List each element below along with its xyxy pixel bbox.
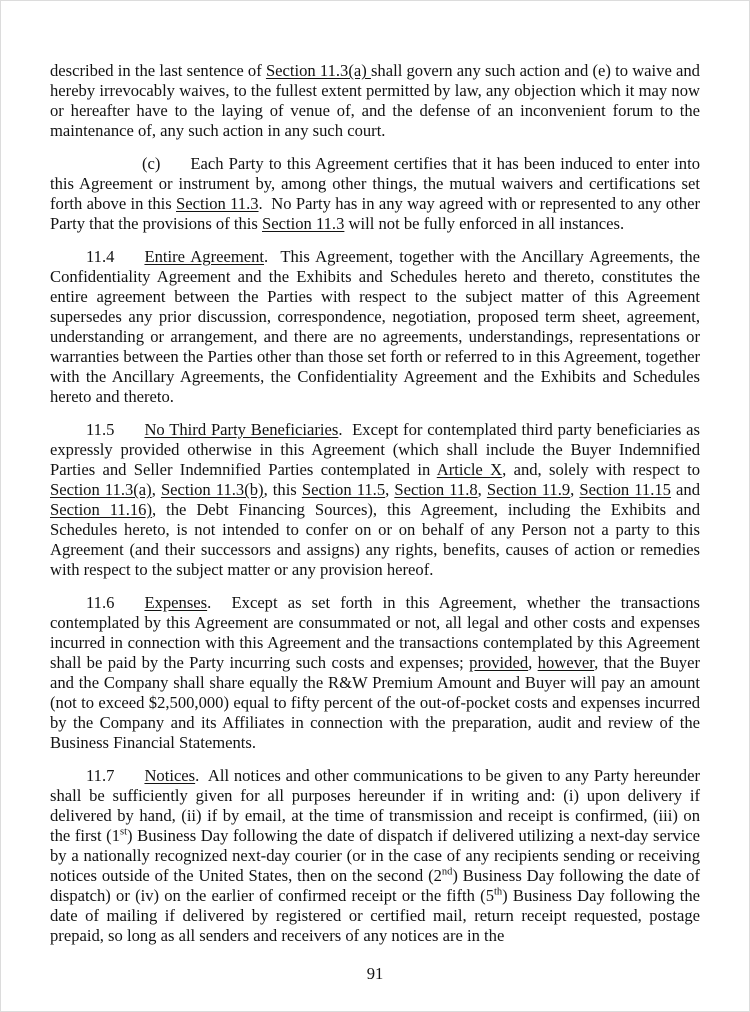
underlined-reference: Section 11.5	[301, 480, 386, 499]
underlined-reference: Notices	[144, 766, 196, 785]
text-run: . Except as set forth in this Agreement, whether the transactions contemplated by this Agreement are consummated or not, all legal and other costs and expenses incurred in connection with this Agreement and the transactions contemplated by this Agreement shall be paid by the Party incurring such costs and expenses;	[50, 593, 700, 672]
underlined-reference: No Third Party Beneficiaries	[144, 420, 339, 439]
text-run: (c)	[142, 154, 161, 173]
text-run: 11.7	[86, 766, 115, 785]
underlined-reference: Section 11.15	[579, 480, 671, 499]
text-run: ,	[477, 480, 487, 499]
text-run: . All notices and other communications to be given to any Party hereunder shall be sufficiently given for all purposes hereunder if in writing and: (i) upon delivery if delivered by hand, (ii) if by email, at the time of transmission and receipt is confirmed, (iii) on the first (1	[50, 766, 700, 845]
text-run: . No Party has in any way agreed with or represented to any other Party that the provisions of this	[50, 194, 700, 233]
para-11-3-c	[50, 154, 700, 234]
text-run: ) Business Day following the date of dispatch) or (iv) on the earlier of confirmed receipt or the fifth (5	[50, 866, 700, 905]
text-run: will not be fully enforced in all instances.	[344, 214, 625, 233]
underlined-reference: Article X	[436, 460, 503, 479]
underlined-reference: Section 11.8	[394, 480, 478, 499]
text-run: , the Debt Financing Sources), this Agreement, including the Exhibits and Schedules hereto, is not intended to confer on or on behalf of any Person not a party to this Agreement (and their successors and assigns) any rights, benefits, causes of action or remedies with respect to the subject matter or any provision hereof.	[50, 500, 700, 579]
underlined-reference: provided	[469, 653, 529, 672]
underlined-reference: Section 11.3(a)	[265, 61, 371, 80]
text-run: ) Business Day following the date of mailing if delivered by registered or certified mail, return receipt requested, postage prepaid, so long as all senders and receivers of any notices are in the	[50, 886, 700, 945]
underlined-reference: Section 11.3	[262, 214, 345, 233]
para-11-3-continuation	[50, 61, 700, 141]
underlined-reference: Section 11.3(b)	[160, 480, 264, 499]
text-run: Each Party to this Agreement certifies that it has been induced to enter into this Agreement or instrument by, among other things, the mutual waivers and certifications set forth above in this	[50, 154, 700, 213]
text-run: 11.6	[86, 593, 115, 612]
para-11-6-expenses	[50, 593, 700, 753]
text-run: ) Business Day following the date of dispatch if delivered utilizing a next-day service by a nationally recognized next-day courier (or in the case of any recipients sending or receiving notices outside of the United States, then on the second (2	[50, 826, 700, 885]
document-body	[50, 61, 700, 946]
underlined-reference: Entire Agreement	[144, 247, 265, 266]
para-11-4-entire-agreement	[50, 247, 700, 407]
text-run: 11.4	[86, 247, 115, 266]
underlined-reference: however	[537, 653, 595, 672]
underlined-reference: Section 11.3	[176, 194, 259, 213]
superscript-ordinal: st	[120, 826, 128, 838]
text-run: . This Agreement, together with the Ancillary Agreements, the Confidentiality Agreement and the Exhibits and Schedules hereto and thereto, constitutes the entire agreement between the Parties with respect to the subject matter of this Agreement supersedes any prior discussion, correspondence, negotiation, proposed term sheet, agreement, understanding or arrangement, and there are no agreements, understandings, representations or warranties between the Parties other than those set forth or referred to in this Agreement, together with the Ancillary Agreements, the Confidentiality Agreement and the Exhibits and Schedules hereto and thereto.	[50, 247, 701, 406]
para-11-7-notices	[50, 766, 700, 946]
underlined-reference: Section 11.16)	[50, 500, 152, 519]
text-run: 11.5	[86, 420, 115, 439]
text-run: ,	[528, 653, 538, 672]
text-run: described in the last sentence of	[50, 61, 266, 80]
text-run: , that the Buyer and the Company shall share equally the R&W Premium Amount and Buyer will pay an amount (not to exceed $2,500,000) equal to fifty percent of the out-of-pocket costs and expenses incurred by the Company and its Affiliates in connection with the preparation, audit and review of the Business Financial Statements.	[50, 653, 700, 752]
text-run: ,	[151, 480, 161, 499]
text-run: shall govern any such action and (e) to waive and hereby irrevocably waives, to the fullest extent permitted by law, any objection which it may now or hereafter have to the laying of venue of, and the defense of an inconvenient forum to the maintenance of, any such action in any such court.	[50, 61, 700, 140]
text-run: . Except for contemplated third party beneficiaries as expressly provided otherwise in this Agreement (which shall include the Buyer Indemnified Parties and Seller Indemnified Parties contemplated in	[50, 420, 700, 479]
text-run: , and, solely with respect to	[502, 460, 701, 479]
underlined-reference: Section 11.3(a)	[50, 480, 152, 499]
superscript-ordinal: th	[494, 886, 503, 898]
text-run: ,	[570, 480, 580, 499]
page-number: 91	[366, 964, 384, 983]
text-run: and	[670, 480, 701, 499]
underlined-reference: Expenses	[144, 593, 208, 612]
text-run: ,	[385, 480, 395, 499]
text-run: , this	[263, 480, 302, 499]
underlined-reference: Section 11.9	[486, 480, 571, 499]
superscript-ordinal: nd	[441, 866, 453, 878]
para-11-5-no-third-party-beneficiaries	[50, 420, 700, 580]
